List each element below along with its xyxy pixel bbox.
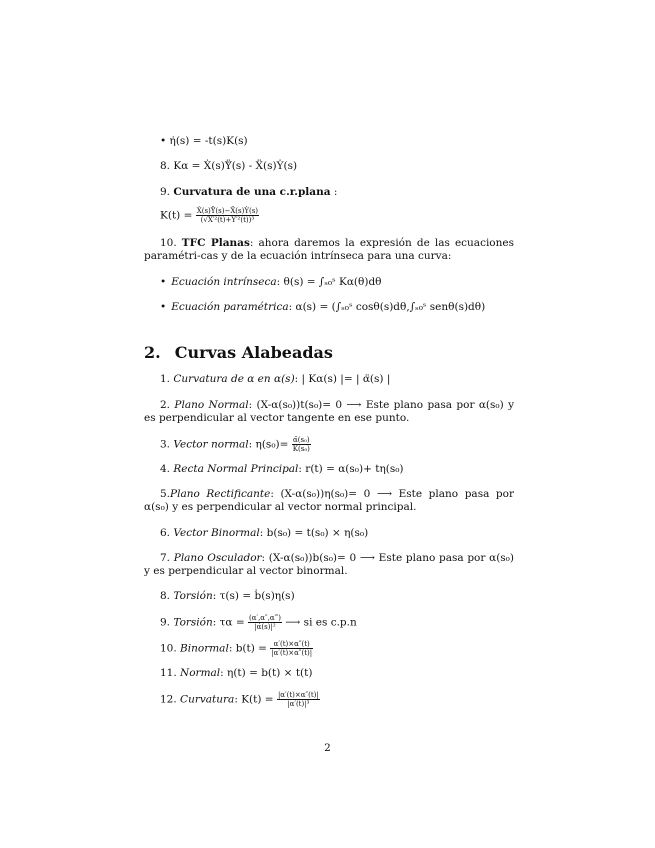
- s2-item-3: [160, 436, 311, 453]
- item-label: Recta Normal Principal: [173, 463, 299, 475]
- item-label: Binormal: [180, 642, 229, 655]
- item-10-text: : ahora daremos la expresión de las ecuaciones paramétri-cas y de la ecuación intrínseca para una curva:: [144, 237, 514, 262]
- item-math: : K(t) =: [234, 693, 274, 706]
- item-label: Normal: [180, 667, 221, 679]
- page-number: 2: [324, 742, 331, 754]
- item-number: 9.: [160, 616, 171, 629]
- item-math: : τ(s) = ḃ(s)η(s): [212, 590, 295, 602]
- item-label: Plano Osculador: [173, 552, 262, 564]
- curvature-numerator: Ẋ(s)Ÿ̈(s)−Ẍ(s)Ẏ(s): [196, 207, 259, 215]
- item-number: 8.: [160, 590, 171, 602]
- item-9-heading: [160, 186, 337, 199]
- s2-item-7: [144, 552, 514, 578]
- s2-item-4: [160, 463, 404, 476]
- curvature-fraction: [196, 207, 259, 224]
- curvature-lhs: K(t) =: [160, 209, 193, 222]
- section-heading: [144, 343, 333, 362]
- item-number: 6.: [160, 527, 171, 539]
- curvature-3d-fraction: [277, 691, 320, 708]
- item-label: Curvatura de α en α(s): [173, 373, 295, 385]
- fraction-denominator: |α̇(s)|²: [254, 623, 276, 631]
- item-label: Torsión: [173, 590, 213, 602]
- item-math: : b(t) =: [228, 642, 267, 655]
- curvature-denominator: (√X′²(t)+Y′²(t))³: [200, 216, 255, 224]
- fraction-numerator: α′(t)×α″(t): [270, 640, 313, 649]
- s2-item-12: [160, 691, 320, 708]
- item-number: 4.: [160, 463, 171, 475]
- item-math: : b(s₀) = t(s₀) × η(s₀): [259, 527, 369, 539]
- s2-item-6: [160, 527, 368, 540]
- section-title-text: Curvas Alabeadas: [174, 343, 333, 362]
- bullet-icon: •: [160, 301, 167, 313]
- fraction-denominator: |α′(t)×α″(t)|: [271, 649, 313, 657]
- fraction-numerator: |α′(t)×α″(t)|: [277, 691, 319, 699]
- item-number: 3.: [160, 438, 171, 451]
- curvature-formula: [160, 207, 360, 224]
- item-9-colon: :: [333, 186, 338, 198]
- item-9-title: Curvatura de una c.r.plana: [173, 186, 331, 198]
- item-math: : τα =: [212, 616, 245, 629]
- s2-item-2: [144, 399, 514, 425]
- item-math-rhs: ⟶ si es c.p.n: [285, 616, 357, 629]
- item-10-title: TFC Planas: [181, 237, 250, 249]
- item-text: : (X-α(s₀))b(s₀)= 0 ⟶ Este plano pasa por α(s₀) y es perpendicular al vector binormal.: [144, 552, 514, 577]
- item-label: Plano Normal: [174, 399, 249, 411]
- section-number: 2.: [144, 343, 161, 362]
- item-math: : | Kα(s) |= | α̈(s) |: [294, 373, 391, 385]
- s2-item-10: [160, 640, 313, 657]
- parametric-math: : α(s) = (∫ₛ₀ˢ cosθ(s)dθ,∫ₛ₀ˢ senθ(s)dθ): [288, 301, 486, 313]
- intrinsic-label: Ecuación intrínseca: [171, 276, 277, 288]
- item-number: 10.: [160, 642, 177, 655]
- bullet-icon: •: [160, 276, 167, 288]
- item-text: : (X-α(s₀))η(s₀)= 0 ⟶ Este plano pasa por α(s₀) y es perpendicular al vector normal principal.: [144, 488, 514, 513]
- binormal-fraction: [270, 640, 313, 657]
- fraction-denominator: K(s₀): [292, 445, 310, 453]
- item-label: Vector Binormal: [173, 527, 260, 539]
- item-number: 11.: [160, 667, 177, 679]
- fraction-numerator: (α′,α″,α‴): [249, 614, 281, 622]
- s2-item-9: [160, 614, 357, 631]
- item-label: Curvatura: [180, 693, 235, 706]
- bullet-parametric-equation: [160, 301, 485, 314]
- intrinsic-math: : θ(s) = ∫ₛ₀ˢ Kα(θ)dθ: [276, 276, 382, 288]
- item-number: 12.: [160, 693, 177, 706]
- item-number: 7.: [160, 552, 171, 564]
- parametric-label: Ecuación paramétrica: [171, 301, 289, 313]
- item-math: : η(t) = b(t) × t(t): [220, 667, 313, 679]
- torsion-fraction: [248, 614, 282, 631]
- item-8-k-alpha: 8. Kα = Ẋ(s)Ÿ̈(s) - Ẍ(s)Ẏ(s): [160, 160, 298, 172]
- item-text: : (X-α(s₀))t(s₀)= 0 ⟶ Este plano pasa por α(s₀) y es perpendicular al vector tangente en ese punto.: [144, 399, 514, 424]
- bullet-intrinsic-equation: [160, 276, 382, 289]
- item-number: 2.: [160, 399, 171, 411]
- item-number: 5.: [160, 488, 171, 500]
- item-9-number: 9.: [160, 186, 171, 198]
- s2-item-5: [144, 488, 514, 514]
- s2-item-8: [160, 590, 295, 603]
- fraction-numerator: α̈(s₀): [293, 436, 310, 444]
- item-10-number: 10.: [160, 237, 177, 249]
- normal-vector-fraction: [292, 436, 311, 453]
- item-label: Plano Rectificante: [170, 488, 271, 500]
- item-math: : η(s₀)=: [248, 438, 289, 451]
- s2-item-11: [160, 667, 312, 680]
- item-number: 1.: [160, 373, 171, 385]
- fraction-denominator: |α′(t)|³: [287, 700, 310, 708]
- item-10-paragraph: [144, 237, 514, 263]
- bullet-eta-derivative: • η̇(s) = -t(s)K(s): [160, 135, 248, 147]
- item-label: Torsión: [173, 616, 213, 629]
- item-label: Vector normal: [173, 438, 249, 451]
- item-math: : r(t) = α(s₀)+ tη(s₀): [298, 463, 404, 475]
- s2-item-1: [160, 373, 390, 386]
